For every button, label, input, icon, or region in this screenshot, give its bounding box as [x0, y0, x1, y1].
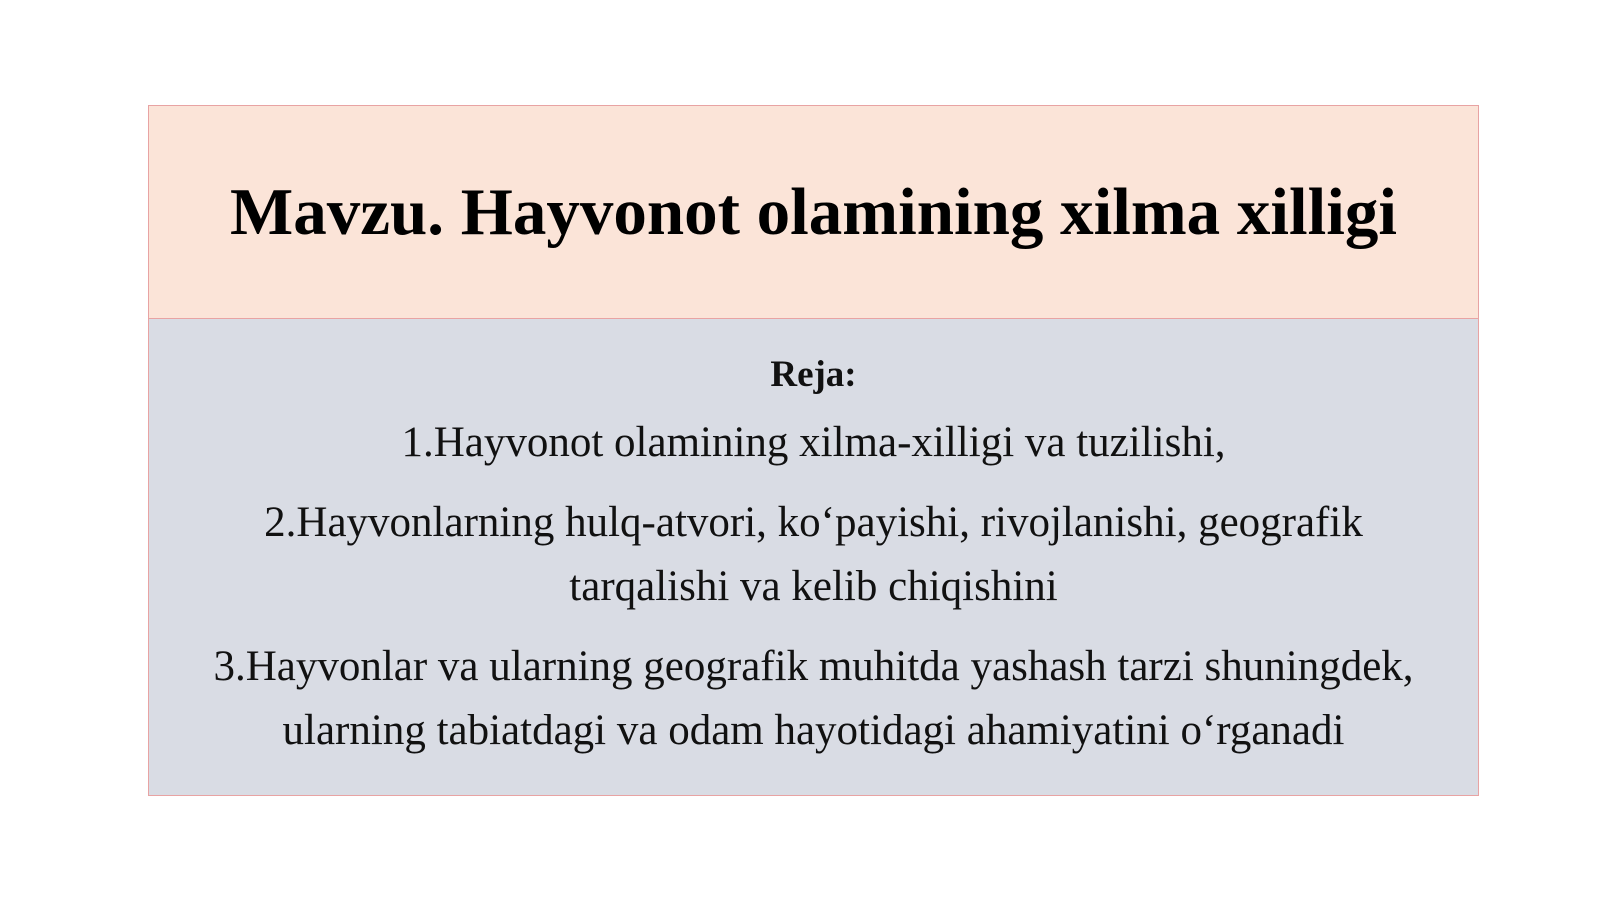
- content-frame: [148, 105, 1479, 796]
- plan-item-3-line-2: ularning tabiatdagi va odam hayotidagi ahamiyatini o‘rganadi: [282, 707, 1345, 754]
- title-box: [149, 106, 1478, 319]
- plan-item-2: [157, 491, 1470, 619]
- plan-item-1-line-1: 1.Hayvonot olamining xilma-xilligi va tuzilishi,: [401, 419, 1226, 466]
- plan-item-2-line-2: tarqalishi va kelib chiqishini: [569, 563, 1058, 610]
- plan-item-3-line-1: 3.Hayvonlar va ularning geografik muhitda yashash tarzi shuningdek,: [213, 643, 1414, 690]
- plan-item-2-line-1: 2.Hayvonlarning hulq-atvori, ko‘payishi, rivojlanishi, geografik: [264, 499, 1363, 546]
- plan-item-3: [157, 635, 1470, 763]
- plan-item-1: [157, 411, 1470, 475]
- slide-title: Mavzu. Hayvonot olamining xilma xilligi: [230, 174, 1397, 249]
- plan-heading: Reja:: [770, 354, 857, 395]
- plan-list: [149, 411, 1478, 763]
- plan-box: [149, 319, 1478, 795]
